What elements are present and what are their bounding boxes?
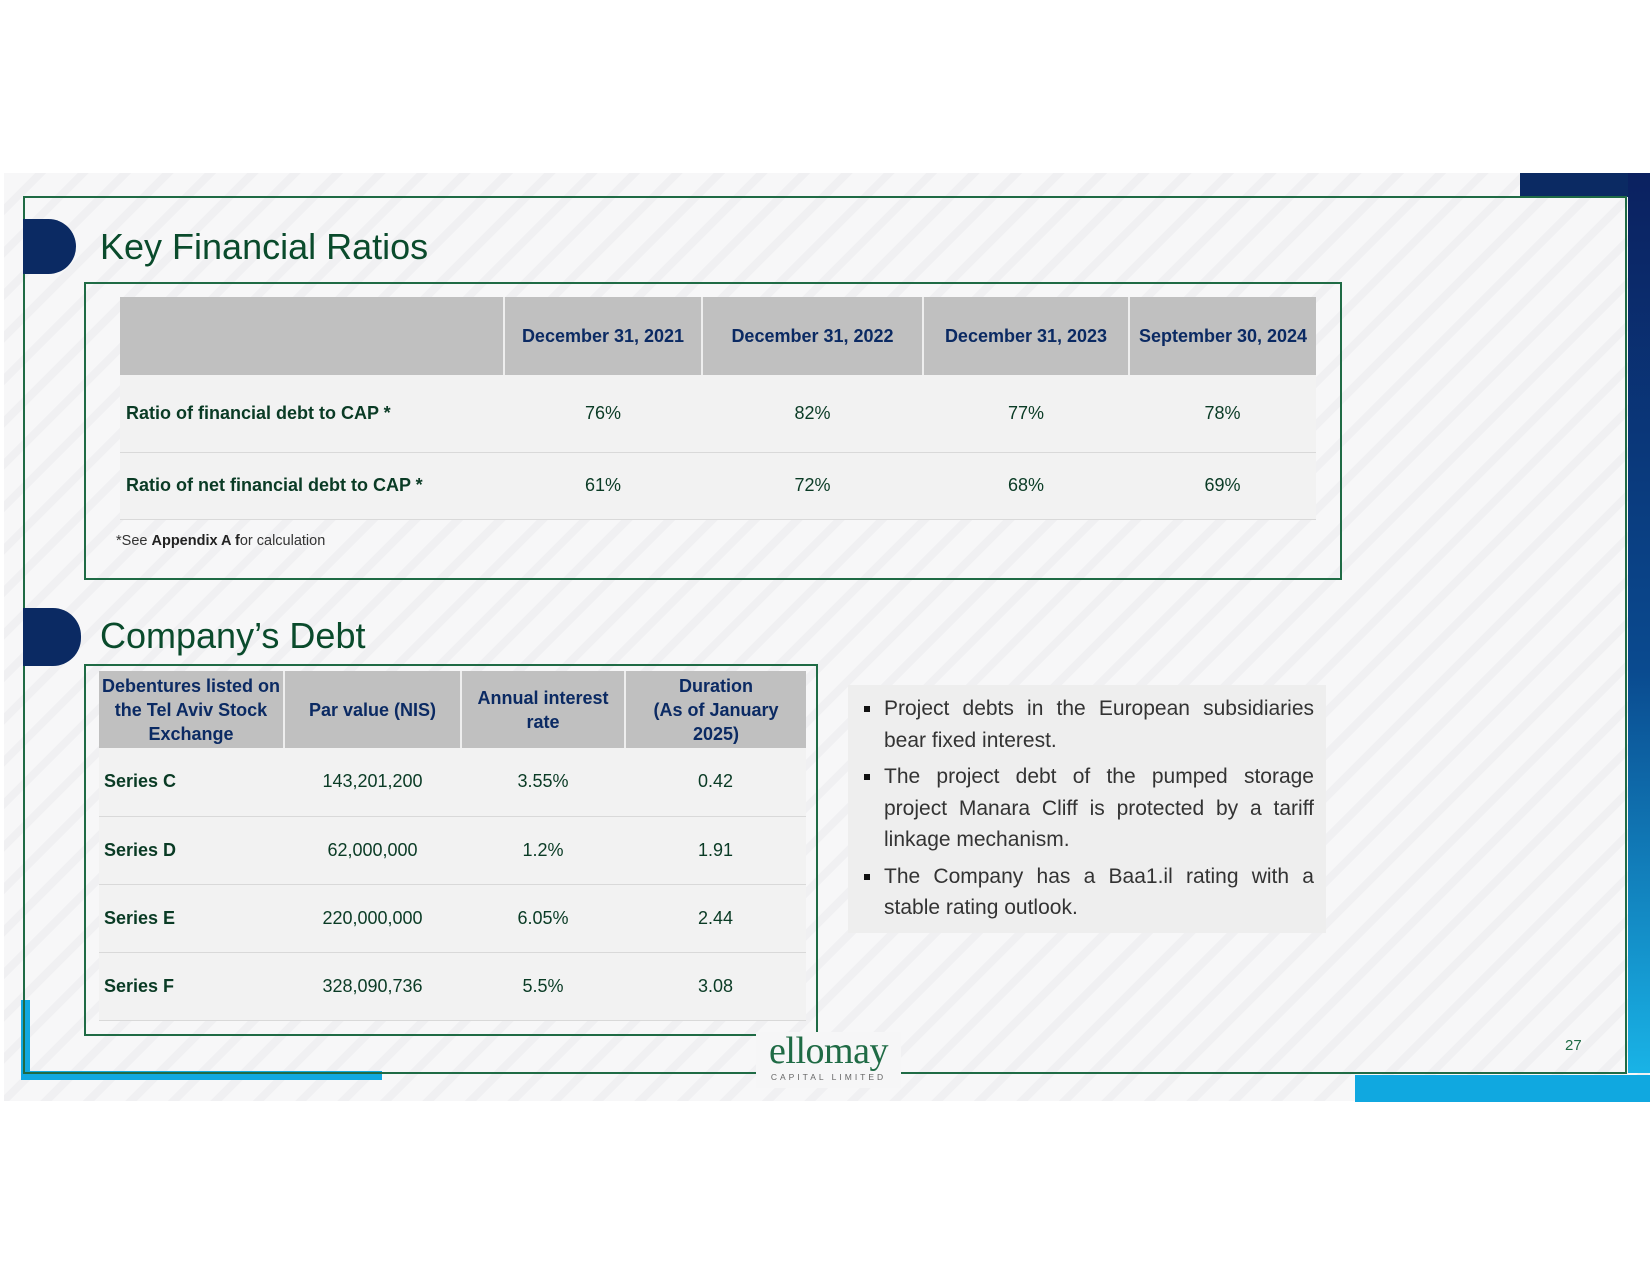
table-cell: 5.5% [461,952,625,1020]
section-marker-debt [23,608,81,666]
table-header-cell: December 31, 2021 [504,297,702,375]
row-label: Series C [99,748,284,816]
row-label: Ratio of financial debt to CAP * [120,375,504,452]
table-row [99,748,806,816]
bullet-item: The Company has a Baa1.il rating with a stable rating outlook. [862,861,1314,924]
table-cell: 69% [1129,452,1316,519]
table-cell: 77% [923,375,1129,452]
table-cell: 3.08 [625,952,806,1020]
right-edge-accent [1628,173,1650,1073]
debt-notes-panel [848,685,1326,933]
table-header-cell: September 30, 2024 [1129,297,1316,375]
bullet-square-icon [864,774,870,780]
table-cell: 62,000,000 [284,816,461,884]
table-cell: 6.05% [461,884,625,952]
table-row [99,952,806,1020]
bullet-square-icon [864,706,870,712]
table-cell: 3.55% [461,748,625,816]
logo-wordmark: ellomay [769,1030,888,1072]
row-label: Series E [99,884,284,952]
row-label: Ratio of net financial debt to CAP * [120,452,504,519]
table-row [99,816,806,884]
table-header-cell: Par value (NIS) [284,671,461,748]
table-cell: 143,201,200 [284,748,461,816]
table-cell: 0.42 [625,748,806,816]
table-cell: 2.44 [625,884,806,952]
table-row [99,884,806,952]
table-cell: 328,090,736 [284,952,461,1020]
bullet-item: The project debt of the pumped storage project Manara Cliff is protected by a tariff linkage mechanism. [862,761,1314,856]
table-cell: 78% [1129,375,1316,452]
table-header-cell: December 31, 2022 [702,297,923,375]
ratios-table [120,297,1316,520]
table-cell: 76% [504,375,702,452]
row-label: Series F [99,952,284,1020]
row-label: Series D [99,816,284,884]
debt-table [99,671,806,1021]
table-cell: 61% [504,452,702,519]
corner-accent-bottom-right [1355,1075,1650,1102]
table-header-cell [120,297,504,375]
section-marker-ratios [23,219,76,274]
table-row [120,452,1316,519]
table-cell: 220,000,000 [284,884,461,952]
footnote-suffix: or calculation [239,533,326,549]
table-header-cell: Duration (As of January 2025) [625,671,806,748]
section-title-debt: Company’s Debt [100,615,366,656]
table-row [120,375,1316,452]
table-cell: 72% [702,452,923,519]
bullet-list [862,693,1314,924]
table-cell: 1.2% [461,816,625,884]
table-header-row [120,297,1316,375]
page-number: 27 [1565,1037,1582,1054]
footnote [116,533,325,549]
bullet-item: Project debts in the European subsidiaries bear fixed interest. [862,693,1314,756]
table-cell: 82% [702,375,923,452]
footnote-appendix-link: Appendix A f [151,533,240,549]
logo-subtitle: CAPITAL LIMITED [770,1072,887,1082]
table-header-cell: December 31, 2023 [923,297,1129,375]
footnote-prefix: *See [116,533,152,549]
section-title-ratios: Key Financial Ratios [100,226,429,267]
table-header-cell: Debentures listed on the Tel Aviv Stock Exchange [99,671,284,748]
table-cell: 1.91 [625,816,806,884]
table-header-row [99,671,806,748]
bullet-square-icon [864,874,870,880]
company-logo [756,1032,901,1088]
table-cell: 68% [923,452,1129,519]
table-header-cell: Annual interest rate [461,671,625,748]
